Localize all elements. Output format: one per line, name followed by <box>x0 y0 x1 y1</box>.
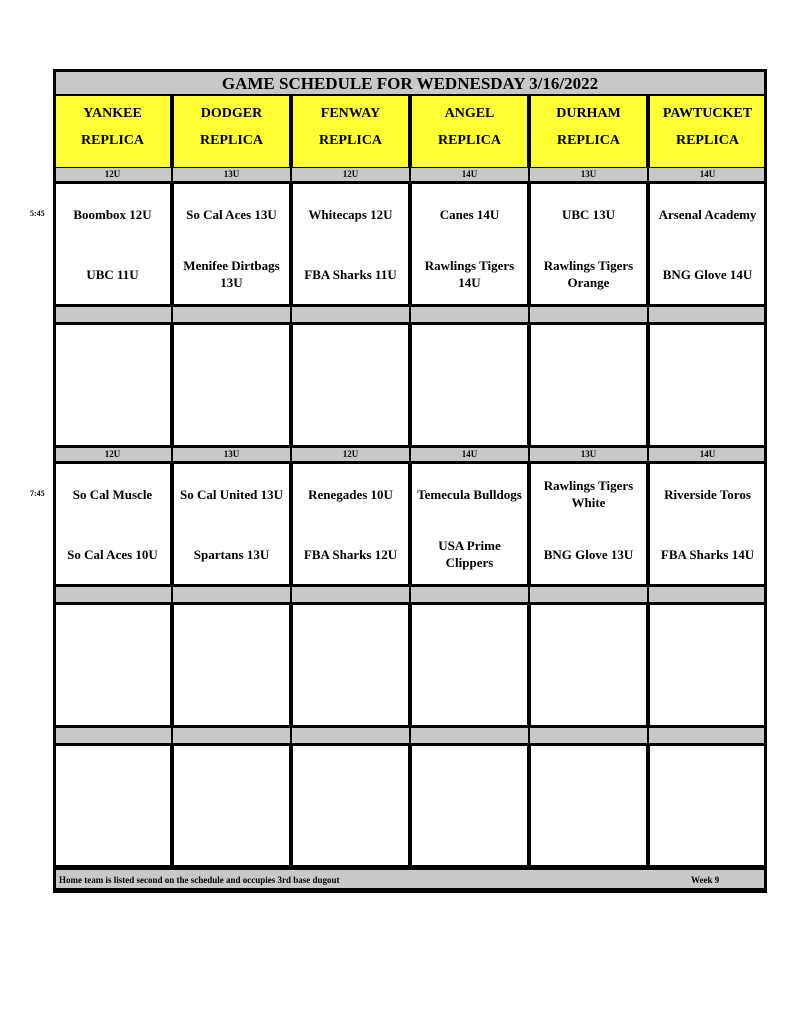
away-team: So Cal Aces 13U <box>186 207 277 222</box>
open-slot-cell <box>291 603 410 727</box>
open-slot-cell <box>53 603 172 727</box>
field-name: DURHAM <box>556 106 621 121</box>
away-team: Arsenal Academy <box>658 207 757 222</box>
away-team: Canes 14U <box>439 207 500 222</box>
schedule-footer <box>53 867 767 891</box>
game-cell <box>53 182 172 306</box>
home-team: FBA Sharks 14U <box>660 547 755 562</box>
open-slot-header <box>529 727 648 744</box>
field-subtitle: REPLICA <box>556 133 620 148</box>
home-team: FBA Sharks 12U <box>303 547 398 562</box>
week-label: Week 9 <box>691 875 720 885</box>
open-slot-cell <box>529 323 648 447</box>
open-slot-header <box>53 306 172 323</box>
away-team: Temecula Bulldogs <box>417 487 522 502</box>
age-division: 12U <box>291 447 410 462</box>
open-slot-cell <box>648 323 767 447</box>
away-team: UBC 13U <box>561 207 616 222</box>
away-team: So Cal United 13U <box>180 487 283 502</box>
age-division: 14U <box>648 167 767 182</box>
open-slot-header <box>648 306 767 323</box>
footer-note: Home team is listed second on the schedule and occupies 3rd base dugout <box>59 875 340 885</box>
game-cell <box>53 462 172 586</box>
time-label: 5:45 <box>30 209 45 218</box>
open-slot-cell <box>172 323 291 447</box>
age-division: 12U <box>291 167 410 182</box>
open-slot-cell <box>529 603 648 727</box>
open-slot-cell <box>53 744 172 867</box>
game-cell <box>172 182 291 306</box>
age-division: 13U <box>529 167 648 182</box>
open-slot-header <box>648 727 767 744</box>
open-slot-cell <box>529 744 648 867</box>
home-team: Rawlings Tigers Orange <box>543 258 634 290</box>
home-team: Menifee Dirtbags 13U <box>183 258 280 290</box>
game-cell <box>172 462 291 586</box>
open-slot-cell <box>648 603 767 727</box>
open-slot-header <box>291 306 410 323</box>
field-subtitle: REPLICA <box>199 133 263 148</box>
field-header <box>648 96 767 167</box>
open-slot-cell <box>648 744 767 867</box>
game-cell <box>291 462 410 586</box>
away-team: Rawlings Tigers White <box>543 478 634 510</box>
age-division: 14U <box>410 447 529 462</box>
open-slot-header <box>410 586 529 603</box>
open-slot-cell <box>291 744 410 867</box>
game-cell <box>410 462 529 586</box>
field-header <box>529 96 648 167</box>
open-slot-cell <box>410 744 529 867</box>
game-cell <box>648 182 767 306</box>
home-team: UBC 11U <box>86 267 139 282</box>
field-name: DODGER <box>200 106 263 121</box>
game-cell <box>410 182 529 306</box>
field-subtitle: REPLICA <box>437 133 501 148</box>
home-team: BNG Glove 13U <box>543 547 634 562</box>
field-name: PAWTUCKET <box>662 106 753 121</box>
open-slot-header <box>53 586 172 603</box>
home-team: Rawlings Tigers 14U <box>424 258 515 290</box>
field-name: FENWAY <box>320 106 381 121</box>
away-team: Riverside Toros <box>664 487 751 502</box>
away-team: So Cal Muscle <box>72 487 153 502</box>
open-slot-header <box>529 306 648 323</box>
home-team: USA Prime Clippers <box>438 538 501 570</box>
field-header <box>53 96 172 167</box>
field-header <box>410 96 529 167</box>
field-header <box>291 96 410 167</box>
open-slot-cell <box>410 603 529 727</box>
field-subtitle: REPLICA <box>675 133 739 148</box>
game-cell <box>648 462 767 586</box>
open-slot-header <box>410 727 529 744</box>
open-slot-cell <box>291 323 410 447</box>
open-slot-header <box>291 586 410 603</box>
open-slot-header <box>172 727 291 744</box>
open-slot-header <box>291 727 410 744</box>
age-division: 14U <box>410 167 529 182</box>
home-team: So Cal Aces 10U <box>67 547 158 562</box>
age-division: 14U <box>648 447 767 462</box>
open-slot-header <box>172 306 291 323</box>
home-team: Spartans 13U <box>193 547 270 562</box>
schedule-sheet <box>53 69 767 893</box>
field-header <box>172 96 291 167</box>
schedule-title: GAME SCHEDULE FOR WEDNESDAY 3/16/2022 <box>53 69 767 96</box>
away-team: Boombox 12U <box>73 207 152 222</box>
age-division: 13U <box>172 447 291 462</box>
field-subtitle: REPLICA <box>80 133 144 148</box>
game-cell <box>529 462 648 586</box>
away-team: Whitecaps 12U <box>308 207 393 222</box>
open-slot-cell <box>172 744 291 867</box>
age-division: 12U <box>53 167 172 182</box>
age-division: 13U <box>529 447 648 462</box>
home-team: FBA Sharks 11U <box>304 267 397 282</box>
home-team: BNG Glove 14U <box>662 267 753 282</box>
age-division: 13U <box>172 167 291 182</box>
open-slot-cell <box>53 323 172 447</box>
open-slot-header <box>410 306 529 323</box>
age-division: 12U <box>53 447 172 462</box>
open-slot-cell <box>410 323 529 447</box>
game-cell <box>529 182 648 306</box>
open-slot-header <box>529 586 648 603</box>
open-slot-header <box>172 586 291 603</box>
field-name: ANGEL <box>444 106 495 121</box>
field-name: YANKEE <box>83 106 142 121</box>
time-label: 7:45 <box>30 489 45 498</box>
away-team: Renegades 10U <box>308 487 393 502</box>
game-cell <box>291 182 410 306</box>
field-subtitle: REPLICA <box>318 133 382 148</box>
open-slot-header <box>648 586 767 603</box>
open-slot-header <box>53 727 172 744</box>
open-slot-cell <box>172 603 291 727</box>
